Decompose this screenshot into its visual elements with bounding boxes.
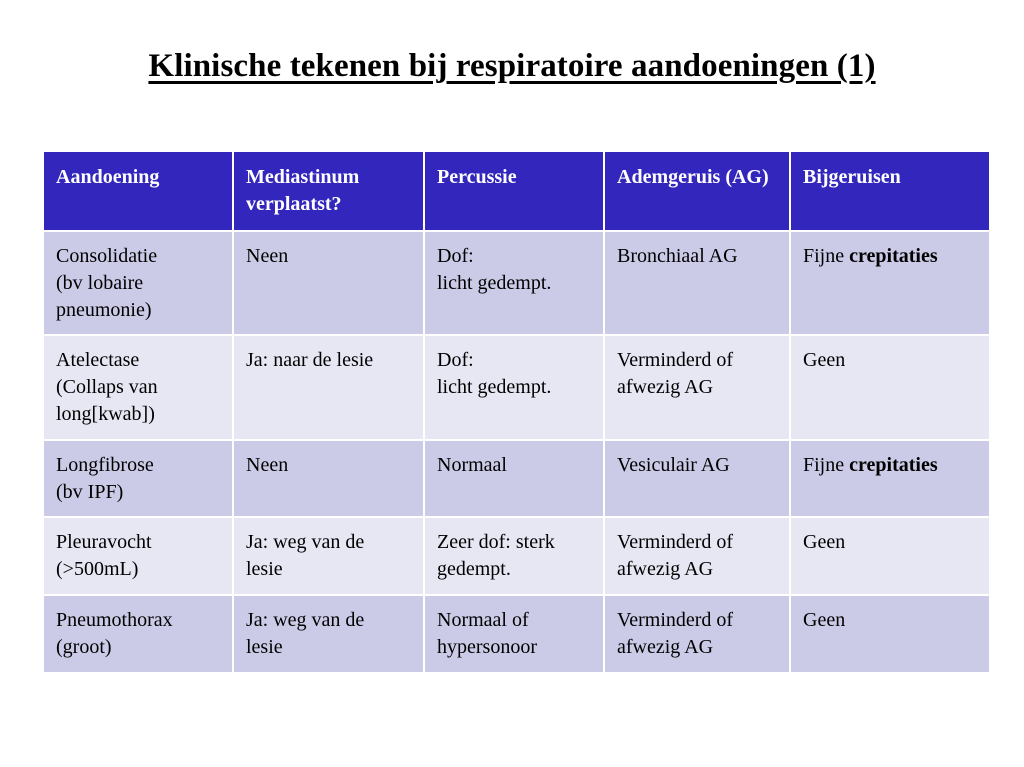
- column-header-aandoening-line1: Aandoening: [56, 166, 160, 188]
- cell-line: Dof:: [437, 349, 474, 372]
- cell-text-emphasis: crepitaties: [849, 245, 938, 267]
- cell-aandoening: [44, 518, 232, 594]
- cell-line: Ja: weg van de: [246, 608, 365, 631]
- cell-aandoening: [44, 232, 232, 334]
- column-header-ademgeruis-line2: (AG): [725, 166, 769, 188]
- cell-line: [803, 529, 979, 556]
- cell-percussie: [425, 441, 603, 517]
- cell-line: Consolidatie: [56, 245, 158, 267]
- cell-line: Ja: naar de lesie: [246, 349, 374, 372]
- cell-ademgeruis: [605, 596, 789, 672]
- table-row: [44, 336, 989, 438]
- column-header-mediastinum-line2: verplaatst?: [246, 192, 342, 215]
- cell-percussie: [425, 518, 603, 594]
- cell-text-normal: Fijne: [803, 245, 850, 267]
- cell-line: afwezig AG: [617, 376, 714, 399]
- cell-line: licht gedempt.: [437, 271, 552, 294]
- cell-aandoening: [44, 441, 232, 517]
- cell-mediastinum: [234, 232, 423, 334]
- cell-line: Dof:: [437, 245, 474, 267]
- page-title: [0, 47, 1024, 85]
- cell-line: Pleuravocht: [56, 531, 152, 554]
- cell-line: Normaal: [437, 453, 507, 476]
- column-header-aandoening: [44, 152, 232, 230]
- table-header: [44, 152, 989, 230]
- cell-line: (Collaps van: [56, 376, 158, 399]
- column-header-bijgeruisen: [791, 152, 989, 230]
- cell-line: Pneumothorax: [56, 608, 173, 631]
- cell-bijgeruisen: [791, 441, 989, 517]
- cell-line: Neen: [246, 245, 289, 267]
- cell-line: [803, 243, 979, 270]
- column-header-percussie-line1: Percussie: [437, 166, 517, 188]
- cell-line: Verminderd of: [617, 531, 734, 554]
- cell-percussie: [425, 596, 603, 672]
- table-row: [44, 596, 989, 672]
- cell-mediastinum: [234, 441, 423, 517]
- cell-line: (bv IPF): [56, 480, 124, 503]
- cell-line: gedempt.: [437, 558, 511, 581]
- cell-line: long[kwab]): [56, 402, 155, 425]
- cell-text-normal: Geen: [803, 608, 846, 631]
- cell-line: [803, 347, 979, 374]
- cell-percussie: [425, 232, 603, 334]
- cell-aandoening: [44, 336, 232, 438]
- cell-line: Normaal of: [437, 608, 529, 631]
- cell-bijgeruisen: [791, 596, 989, 672]
- clinical-signs-table: [42, 150, 991, 674]
- cell-bijgeruisen: [791, 518, 989, 594]
- table-body: [44, 232, 989, 672]
- cell-bijgeruisen: [791, 336, 989, 438]
- cell-ademgeruis: [605, 336, 789, 438]
- table-row: [44, 518, 989, 594]
- cell-line: Bronchiaal AG: [617, 245, 738, 267]
- cell-line: lesie: [246, 558, 283, 581]
- column-header-bijgeruisen-line1: Bijgeruisen: [803, 166, 901, 188]
- cell-mediastinum: [234, 596, 423, 672]
- cell-line: Verminderd of: [617, 349, 734, 372]
- cell-line: lesie: [246, 635, 283, 658]
- column-header-percussie: [425, 152, 603, 230]
- cell-text-normal: Fijne: [803, 453, 850, 476]
- cell-aandoening: [44, 596, 232, 672]
- cell-line: afwezig AG: [617, 558, 714, 581]
- cell-line: [803, 452, 979, 479]
- cell-line: Ja: weg van de: [246, 531, 365, 554]
- column-header-mediastinum: [234, 152, 423, 230]
- cell-line: Verminderd of: [617, 608, 734, 631]
- cell-line: Atelectase: [56, 349, 140, 372]
- column-header-ademgeruis-line1: Ademgeruis: [617, 166, 721, 188]
- cell-line: (>500mL): [56, 558, 139, 581]
- cell-bijgeruisen: [791, 232, 989, 334]
- cell-line: Longfibrose: [56, 453, 154, 476]
- cell-percussie: [425, 336, 603, 438]
- cell-ademgeruis: [605, 232, 789, 334]
- cell-line: (groot): [56, 635, 112, 658]
- cell-line: afwezig AG: [617, 635, 714, 658]
- clinical-signs-table-wrapper: [42, 150, 989, 674]
- cell-line: Zeer dof: sterk: [437, 531, 555, 554]
- cell-line: licht gedempt.: [437, 376, 552, 399]
- cell-line: pneumonie): [56, 298, 152, 321]
- cell-ademgeruis: [605, 441, 789, 517]
- table-row: [44, 232, 989, 334]
- cell-text-normal: Geen: [803, 531, 846, 554]
- cell-text-emphasis: crepitaties: [849, 453, 938, 476]
- cell-text-normal: Geen: [803, 349, 846, 372]
- table-row: [44, 441, 989, 517]
- page-title-text: Klinische tekenen bij respiratoire aandoeningen (1): [148, 48, 876, 84]
- cell-ademgeruis: [605, 518, 789, 594]
- column-header-mediastinum-line1: Mediastinum: [246, 166, 360, 188]
- column-header-ademgeruis: [605, 152, 789, 230]
- cell-line: (bv lobaire: [56, 271, 144, 294]
- cell-line: hypersonoor: [437, 635, 537, 658]
- cell-mediastinum: [234, 518, 423, 594]
- table-header-row: [44, 152, 989, 230]
- cell-line: [803, 607, 979, 634]
- cell-line: Neen: [246, 453, 289, 476]
- cell-mediastinum: [234, 336, 423, 438]
- cell-line: Vesiculair AG: [617, 453, 730, 476]
